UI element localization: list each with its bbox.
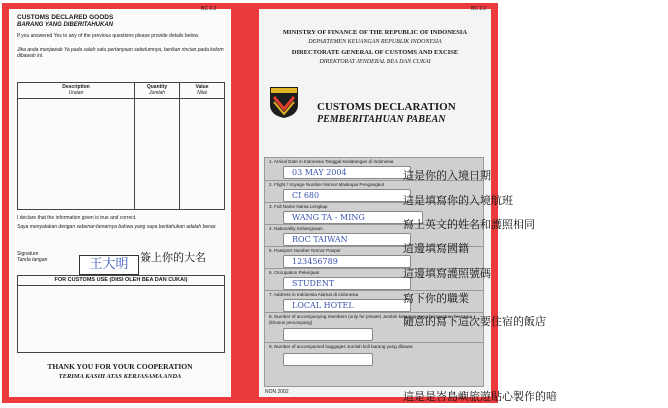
goods-table [17, 82, 225, 210]
annotation-name: 寫上英文的姓名和護照相同 [403, 218, 535, 231]
full-name-label: 3. Full Name Nama Lengkap [269, 204, 328, 209]
annotation-passport: 這邊填寫護照號碼 [403, 267, 491, 280]
flight-label: 2. Flight / Voyage Number Nomor Maskapai Pengangkut [269, 182, 384, 187]
col-quantity: Quantity [146, 84, 168, 90]
customs-use-heading: FOR CUSTOMS USE (DIISI OLEH BEA DAN CUKAI) [18, 276, 224, 286]
arrival-date-field[interactable]: 03 MAY 2004 [283, 166, 411, 179]
address-label: 7. Address in Indonesia Alamat di Indonesia [269, 292, 359, 297]
form-footer-code: NON 2002 [265, 389, 289, 395]
annotation-flight: 這是填寫你的入境航班 [403, 194, 513, 207]
left-page [9, 6, 231, 397]
thanks-id: TERIMA KASIH ATAS KERJASAMA ANDA [58, 373, 182, 380]
flight-field[interactable]: CI 680 [283, 189, 411, 202]
members-field[interactable] [283, 328, 373, 341]
declaration-title: CUSTOMS DECLARATION [317, 101, 456, 113]
col-value: Value [195, 84, 209, 90]
occupation-field[interactable]: STUDENT [283, 277, 411, 290]
full-name-field[interactable]: WANG TA - MING [283, 211, 423, 224]
col-quantity-id: Jumlah [148, 90, 166, 96]
signature-field[interactable]: 王大明 [79, 255, 139, 275]
annotation-arrival-date: 這是你的入境日期 [403, 169, 491, 182]
arrival-date-label: 1. Arrival Date in Indonesia Tanggal Kedatangan di Indonesia [269, 159, 394, 164]
declare-id: Saya menyatakan dengan sebenar-benarnya bahwa yang saya beritahukan adalah benar. [17, 224, 217, 230]
goods-table-header [18, 83, 224, 99]
divider [134, 98, 135, 209]
left-page-code: BC 2.2 [201, 6, 217, 12]
occupation-label: 6. Occupation Pekerjaan [269, 270, 320, 275]
passport-field[interactable]: 123456789 [283, 255, 411, 268]
thanks-en: THANK YOU FOR YOUR COOPERATION [47, 362, 193, 371]
directorate-id: DIREKTORAT JENDERAL BEA DAN CUKAI [319, 59, 431, 65]
ministry-id: DEPARTEMEN KEUANGAN REPUBLIK INDONESIA [308, 39, 442, 45]
nationality-field[interactable]: ROC TAIWAN [283, 233, 411, 246]
goods-intro-en: If you answered Yes to any of the previous questions please provide details below. [17, 33, 200, 39]
nationality-label: 4. Nationality Kebangsaan [269, 226, 323, 231]
annotation-occupation: 寫下你的職業 [403, 292, 469, 305]
goods-subtitle: BARANG YANG DIBERITAHUKAN [17, 22, 113, 28]
baggage-label: 9. Number of accompanied baggages Jumlah koli barang yang dibawa [269, 344, 413, 349]
form-row-baggage [265, 342, 483, 387]
annotation-signature: 簽上你的大名 [140, 251, 206, 264]
right-page-code: BC 2.2 [471, 6, 487, 12]
goods-intro-id: Jika anda menjawab Ya pada salah satu pertanyaan sebelumnya, berikan rincian pada kolom dibawah ini. [17, 47, 224, 59]
declaration-title-id: PEMBERITAHUAN PABEAN [317, 114, 446, 125]
divider [179, 98, 180, 209]
passport-label: 5. Passport Number Nomor Paspor [269, 248, 341, 253]
address-field[interactable]: LOCAL HOTEL [283, 299, 411, 312]
directorate-en: DIRECTORATE GENERAL OF CUSTOMS AND EXCISE [291, 49, 459, 56]
customs-use-box [17, 275, 225, 353]
baggage-field[interactable] [283, 353, 373, 366]
annotation-hotel: 隨意的寫下這次要住宿的飯店 [403, 315, 546, 328]
annotation-footer: 這是是峇島嶼旅遊貼心製作的喑 [403, 390, 557, 403]
customs-emblem-icon [268, 85, 300, 119]
signature-label-id: Tanda tangan [17, 257, 48, 263]
annotation-nationality: 這邊填寫國籍 [403, 242, 469, 255]
col-description: Description [62, 84, 90, 90]
members-label: 8. Number of accompanying members (only for private) Jumlah keluarga yang bersangkan bersama (khusus penumpang) [269, 314, 472, 325]
col-description-id: Uraian [68, 90, 84, 96]
signature-label: Signature [17, 251, 39, 257]
col-value-id: Nilai [197, 90, 207, 96]
ministry-en: MINISTRY OF FINANCE OF THE REPUBLIC OF INDONESIA [282, 29, 468, 36]
goods-title: CUSTOMS DECLARED GOODS [17, 14, 114, 21]
declare-en: I declare that the information given is true and correct. [17, 215, 137, 221]
